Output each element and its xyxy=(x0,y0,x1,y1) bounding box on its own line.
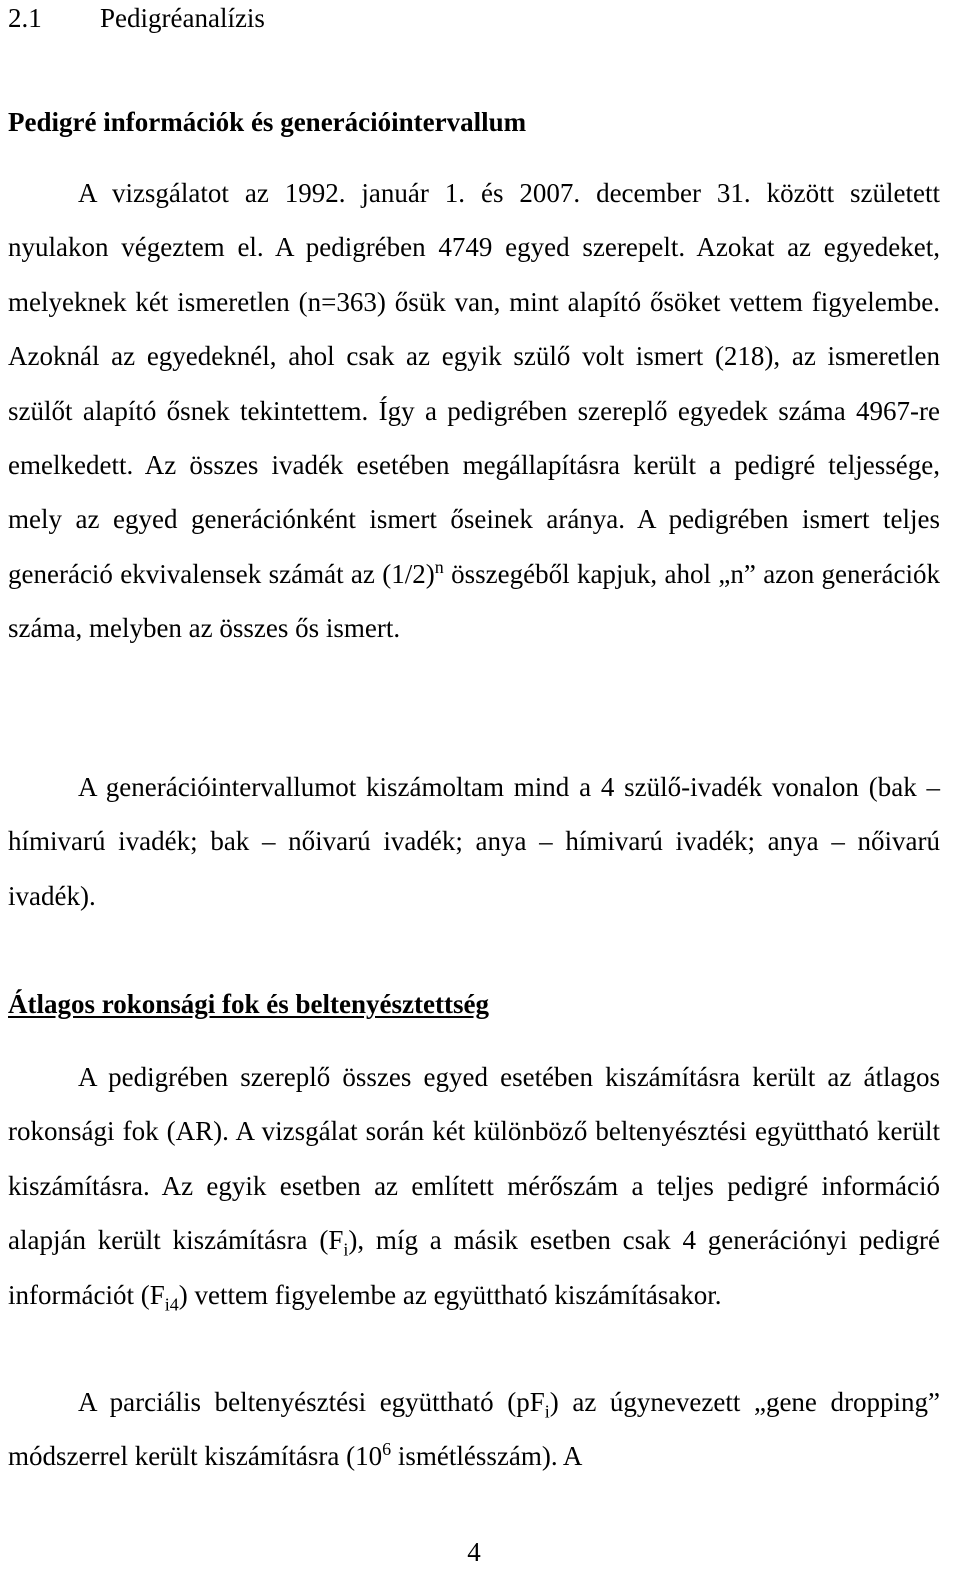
paragraph-relatedness xyxy=(8,1050,940,1322)
paragraph-text: A parciális beltenyésztési együttható (pF xyxy=(78,1387,545,1417)
paragraph-partial-inbreeding xyxy=(8,1375,940,1484)
subsection-heading-pedigree-info: Pedigré információk és generációintervallum xyxy=(8,107,527,137)
paragraph-text: A generációintervallumot kiszámoltam mind a 4 szülő-ivadék vonalon (bak – hímivarú ivadék; bak – nőivarú ivadék; anya – hímivarú ivadék; anya – nőivarú ivadék). xyxy=(8,772,940,911)
paragraph-text: ), míg a másik esetben csak 4 generációnyi pedigré információt (F xyxy=(8,1225,940,1310)
paragraph-text: ) vettem figyelembe az együttható kiszámításakor. xyxy=(178,1279,722,1310)
section-title xyxy=(8,2,265,34)
section-name: Pedigréanalízis xyxy=(100,3,265,33)
page-number: 4 xyxy=(467,1537,481,1567)
paragraph-pedigree-info xyxy=(8,166,940,656)
subsection-heading-relatedness: Átlagos rokonsági fok és beltenyésztettség xyxy=(8,989,489,1019)
subscript: i xyxy=(343,1239,349,1260)
paragraph-text: A vizsgálatot az 1992. január 1. és 2007. december 31. között született nyulakon végeztem el. A pedigrében 4749 egyed szerepelt. Azokat az egyedeket, melyeknek két ismeretlen (n=363) ősük van, mint alapító ősöket vettem figyelembe. Azoknál az egyedeknél, ahol csak az egyik szülő volt ismert (218), az ismeretlen szülőt alapító ősnek tekintettem. Így a pedigrében szereplő egyedek száma 4967-re emelkedett. Az összes ivadék esetében megállapításra került a pedigré teljessége, mely az egyed generációnként ismert őseinek aránya. A pedigrében ismert teljes generáció ekvivalensek számát az (1/2) xyxy=(8,178,940,589)
paragraph-generation-interval xyxy=(8,760,940,923)
superscript: 6 xyxy=(382,1439,392,1460)
superscript: n xyxy=(434,556,444,577)
subscript: i xyxy=(544,1401,550,1422)
paragraph-text: ) az úgynevezett „gene dropping” módszerrel került kiszámításra (10 xyxy=(8,1387,940,1472)
section-number: 2.1 xyxy=(8,3,42,33)
paragraph-text: A pedigrében szereplő összes egyed esetében kiszámításra került az átlagos rokonsági fok (AR). A vizsgálat során két különböző beltenyésztési együttható került kiszámításra. Az egyik esetben az említett mérőszám a teljes pedigré információ alapján került kiszámításra (F xyxy=(8,1062,940,1256)
paragraph-text: összegéből kapjuk, ahol „n” azon generációk száma, melyben az összes ős ismert. xyxy=(8,558,940,644)
paragraph-text: ismétlésszám). A xyxy=(391,1441,583,1472)
subscript: i4 xyxy=(164,1294,179,1315)
